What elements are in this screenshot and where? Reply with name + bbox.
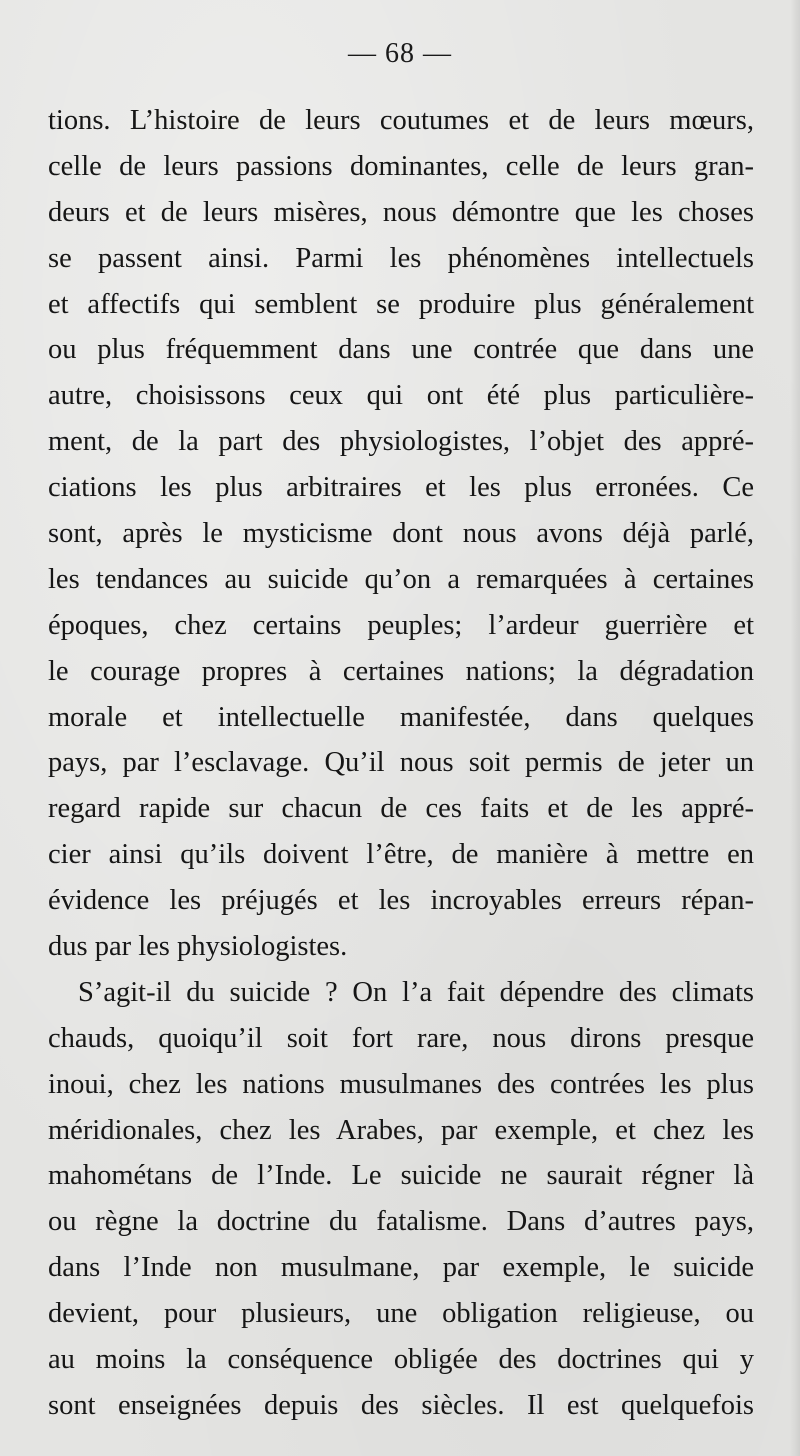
text-line: devient, pour plusieurs, une obligation religieuse, ou <box>48 1298 754 1330</box>
text-line: pays, par l’esclavage. Qu’il nous soit permis de jeter un <box>48 747 754 779</box>
text-line: dus par les physiologistes. <box>48 931 348 963</box>
text-line: tions. L’histoire de leurs coutumes et de leurs mœurs, <box>48 105 754 136</box>
text-line: deurs et de leurs misères, nous démontre que les choses <box>48 196 754 228</box>
text-line: regard rapide sur chacun de ces faits et de les appré- <box>48 793 754 825</box>
text-line: morale et intellectuelle manifestée, dans quelques <box>48 701 754 733</box>
text-line: ou plus fréquemment dans une contrée que dans une <box>48 334 754 366</box>
text-line: ciations les plus arbitraires et les plus erronées. Ce <box>48 472 754 504</box>
text-line: dans l’Inde non musulmane, par exemple, le suicide <box>48 1252 754 1284</box>
text-line: celle de leurs passions dominantes, celle de leurs gran- <box>48 150 754 182</box>
text-line: évidence les préjugés et les incroyables erreurs répan- <box>48 885 754 917</box>
text-line: mahométans de l’Inde. Le suicide ne saurait régner là <box>48 1160 754 1192</box>
text-line: ou règne la doctrine du fatalisme. Dans d’autres pays, <box>48 1206 754 1238</box>
text-line: sont enseignées depuis des siècles. Il est quelquefois <box>48 1389 754 1421</box>
text-line: le courage propres à certaines nations; la dégradation <box>48 655 754 687</box>
text-line: inoui, chez les nations musulmanes des contrées les plus <box>48 1068 754 1100</box>
text-line: autre, choisissons ceux qui ont été plus particulière- <box>48 380 754 412</box>
text-line: S’agit-il du suicide ? On l’a fait dépendre des climats <box>78 976 754 1008</box>
text-line: au moins la conséquence obligée des doctrines qui y <box>48 1344 754 1376</box>
text-line: époques, chez certains peuples; l’ardeur guerrière et <box>48 609 754 641</box>
text-line: se passent ainsi. Parmi les phénomènes intellectuels <box>48 242 754 274</box>
page-number: — 68 — <box>348 38 452 69</box>
text-line: méridionales, chez les Arabes, par exemple, et chez les <box>48 1114 754 1146</box>
text-line: les tendances au suicide qu’on a remarquées à certaines <box>48 563 754 595</box>
text-line: ment, de la part des physiologistes, l’objet des appré- <box>48 426 754 458</box>
page-edge-shadow <box>790 0 800 1456</box>
text-line: chauds, quoiqu’il soit fort rare, nous dirons presque <box>48 1022 754 1054</box>
text-line: et affectifs qui semblent se produire plus généralement <box>48 288 754 320</box>
text-line: cier ainsi qu’ils doivent l’être, de manière à mettre en <box>48 839 754 871</box>
text-line: sont, après le mysticisme dont nous avons déjà parlé, <box>48 518 754 550</box>
body-text <box>48 98 754 1429</box>
